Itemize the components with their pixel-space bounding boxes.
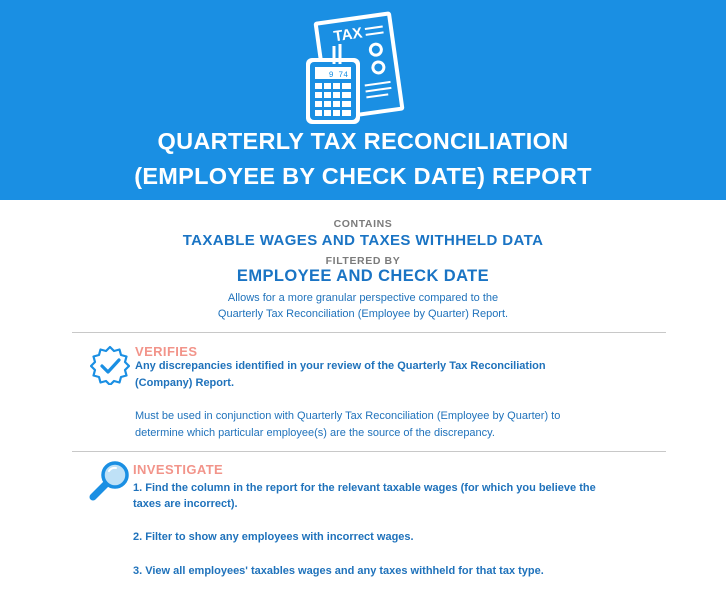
report-title-line2: (EMPLOYEE BY CHECK DATE) REPORT (134, 163, 592, 189)
calculator-display: 9 74 (328, 71, 348, 80)
investigate-step1-line2: taxes are incorrect). (133, 498, 238, 510)
verifies-note-line1: Must be used in conjunction with Quarterly Tax Reconciliation (Employee by Quarter) to (135, 410, 561, 422)
description-line2: Quarterly Tax Reconciliation (Employee by Quarter) Report. (217, 308, 509, 320)
verifies-note-line2: determine which particular employee(s) are the source of the discrepancy. (135, 427, 495, 439)
verifies-title: VERIFIES (135, 344, 198, 359)
verifies-line2: (Company) Report. (135, 377, 234, 389)
divider-top (72, 332, 666, 333)
description-line1: Allows for a more granular perspective compared to the (227, 292, 499, 304)
investigate-step2: 2. Filter to show any employees with incorrect wages. (133, 531, 414, 543)
contains-value: TAXABLE WAGES AND TAXES WITHHELD DATA (182, 232, 544, 249)
investigate-step1-line1: 1. Find the column in the report for the relevant taxable wages (for which you believe the (133, 482, 596, 494)
tax-calculator-icon (300, 6, 410, 126)
check-badge-icon (90, 345, 130, 385)
report-title-line1: QUARTERLY TAX RECONCILIATION (157, 128, 569, 154)
filtered-value: EMPLOYEE AND CHECK DATE (236, 267, 490, 285)
investigate-step3: 3. View all employees' taxables wages and any taxes withheld for that tax type. (133, 565, 544, 577)
divider-middle (72, 451, 666, 452)
tax-label: TAX (332, 24, 364, 46)
magnifier-icon (88, 460, 130, 502)
header-band (0, 0, 726, 200)
contains-label: CONTAINS (333, 218, 393, 230)
investigate-title: INVESTIGATE (133, 462, 224, 477)
verifies-line1: Any discrepancies identified in your review of the Quarterly Tax Reconciliation (135, 360, 546, 372)
filtered-label: FILTERED BY (325, 255, 401, 267)
